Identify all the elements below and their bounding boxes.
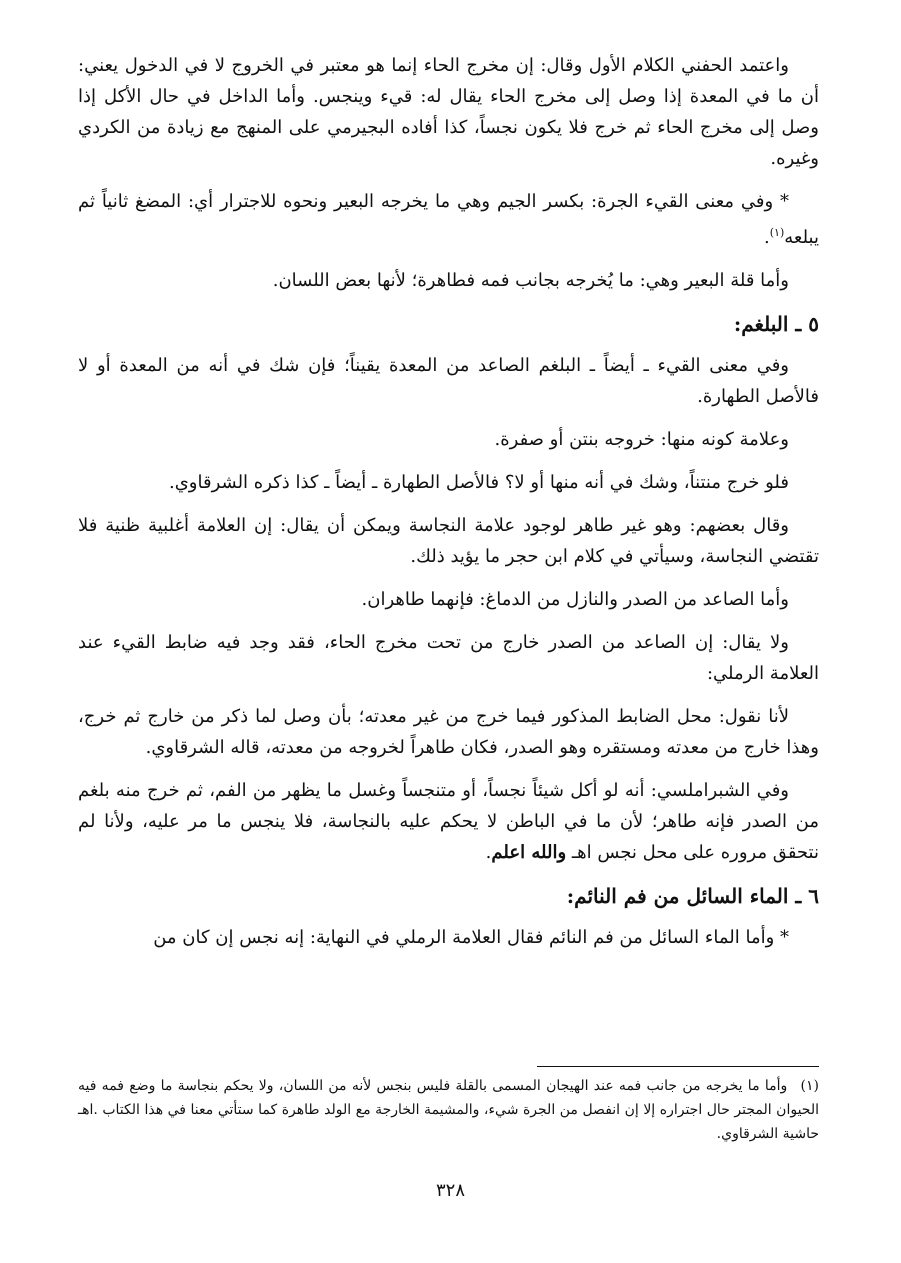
- section-heading: ٦ ـ الماء السائل من فم النائم:: [566, 884, 819, 908]
- footnote-reference[interactable]: (١): [769, 226, 785, 239]
- paragraph: * وأما الماء السائل من فم النائم فقال العلامة الرملي في النهاية: إنه نجس إن كان من: [153, 927, 789, 948]
- paragraph-text: * وفي معنى القيء الجرة: بكسر الجيم وهي ما يخرجه البعير ونحوه للاجترار أي: المضغ ثانياً ثم يبلعه: [78, 191, 819, 248]
- page-number: ٣٢٨: [435, 1180, 465, 1201]
- paragraph: فلو خرج منتناً، وشك في أنه منها أو لا؟ فالأصل الطهارة ـ أيضاً ـ كذا ذكره الشرقاوي.: [168, 472, 789, 493]
- paragraph: ولا يقال: إن الصاعد من الصدر خارج من تحت مخرج الحاء، فقد وجد فيه ضابط القيء عند العلامة الرملي:: [78, 632, 819, 684]
- paragraph: وقال بعضهم: وهو غير طاهر لوجود علامة النجاسة ويمكن أن يقال: إن العلامة أغلبية ظنية فلا تقتضي النجاسة، وسيأتي في كلام ابن حجر ما يؤيد ذلك.: [78, 515, 819, 567]
- paragraph: لأنا نقول: محل الضابط المذكور فيما خرج من غير معدته؛ بأن وصل لما ذكر من خارج ثم خرج، وهذا خارج من معدته ومستقره وهو الصدر، فكان طاهراً لخروجه من معدته، قاله الشرقاوي.: [78, 706, 819, 758]
- footnote-number: (١): [800, 1078, 819, 1094]
- paragraph-text: وفي الشبراملسي: أنه لو أكل شيئاً نجساً، أو متنجساً وغسل ما يظهر من الفم، ثم خرج منه بلغم من الصدر فإنه طاهر؛ لأن ما في الباطن لا يحكم عليه بالنجاسة، فلا ينجس ما مر عليه، ولأنا لم نتحقق مروره على محل نجس اهـ: [78, 780, 819, 863]
- paragraph: وعلامة كونه منها: خروجه بنتن أو صفرة.: [494, 429, 789, 450]
- footnote-text: وأما ما يخرجه من جانب فمه عند الهيجان المسمى بالقلة فليس بنجس لأنه من اللسان، ولا يحكم بنجاسة ما وضع فمه فيه الحيوان المجتر حال اجتراره إلا إن انفصل من الجرة شيء، والمشيمة الخارجة مع الولد طاهرة كما ستأتي معنا في هذا الكتاب .اهـ حاشية الشرقاوي.: [78, 1078, 819, 1142]
- paragraph: وفي معنى القيء ـ أيضاً ـ البلغم الصاعد من المعدة يقيناً؛ فإن شك في أنه من المعدة أو لا فالأصل الطهارة.: [78, 355, 819, 407]
- paragraph-end: .: [485, 842, 492, 863]
- paragraph: وأما قلة البعير وهي: ما يُخرجه بجانب فمه فطاهرة؛ لأنها بعض اللسان.: [272, 270, 789, 291]
- closing-phrase: والله اعلم: [491, 842, 567, 863]
- footnote-divider: [537, 1066, 819, 1067]
- section-heading: ٥ ـ البلغم:: [733, 312, 819, 336]
- paragraph: واعتمد الحفني الكلام الأول وقال: إن مخرج الحاء إنما هو معتبر في الخروج لا في الدخول يعني: أن ما في المعدة إذا وصل إلى مخرج الحاء يقال له: قيء وينجس. وأما الداخل في حال الأكل إذا وصل إلى مخرج الحاء ثم خرج فلا يكون نجساً، كذا أفاده البجيرمي على المنهج مع زيادة من الكردي وغيره.: [78, 55, 819, 169]
- paragraph: [78, 186, 819, 253]
- paragraph-end: .: [764, 227, 770, 248]
- paragraph: وأما الصاعد من الصدر والنازل من الدماغ: فإنهما طاهران.: [361, 589, 789, 610]
- footnote: [78, 1074, 819, 1146]
- paragraph: [78, 775, 819, 868]
- footnotes: [78, 1074, 819, 1146]
